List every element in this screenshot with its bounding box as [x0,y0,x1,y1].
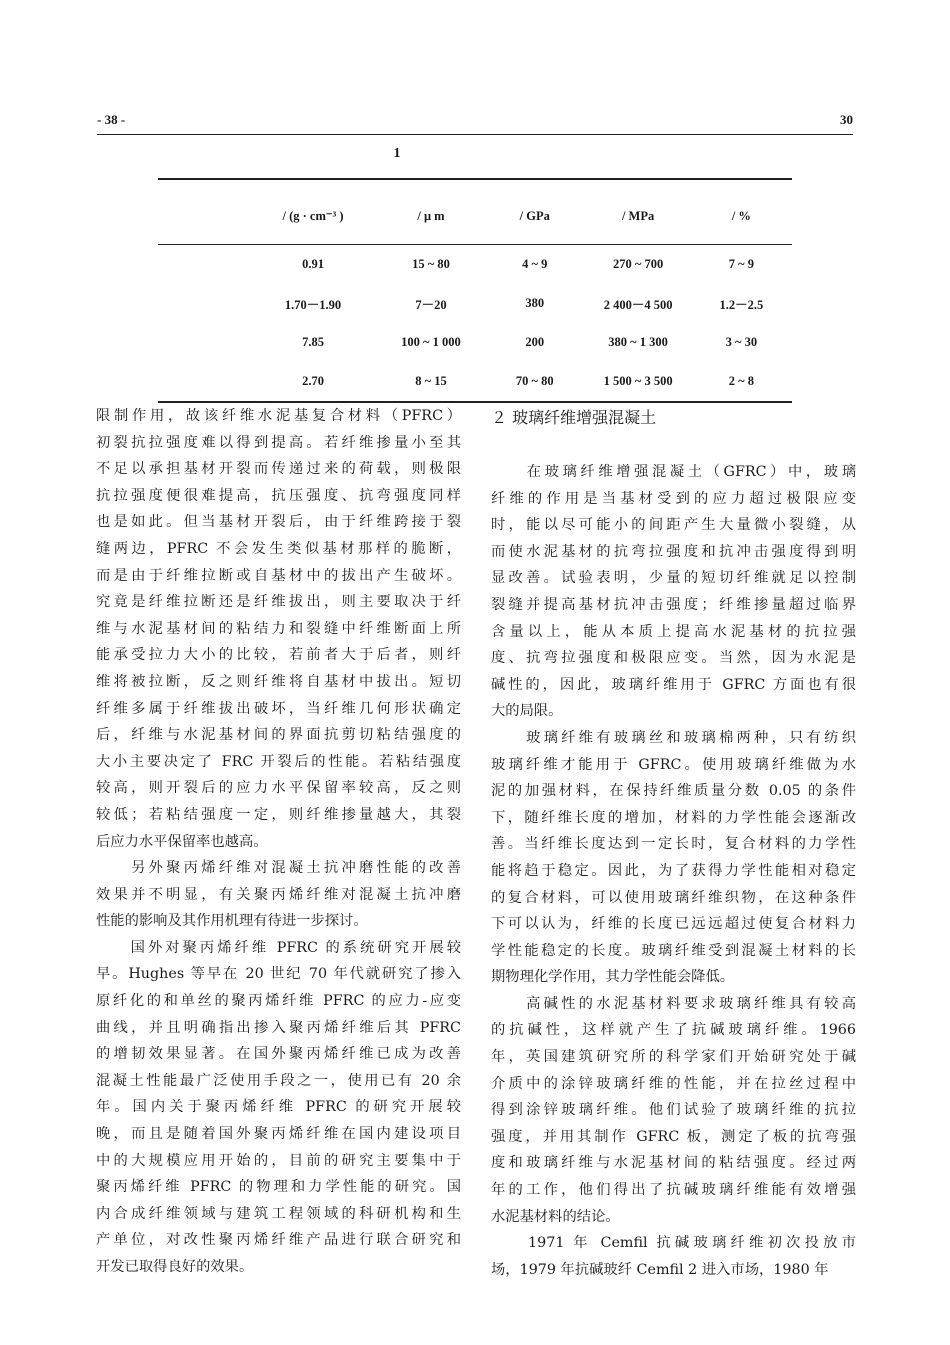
table-cell: 7.85 [302,335,324,349]
text-line: 水泥基材料的结论。 [491,1208,620,1225]
table-cell: 15 ~ 80 [412,257,450,271]
text-line: 聚丙烯纤维 PFRC 的物理和力学性能的研究。国 [96,1179,461,1196]
table-header-cell: / MPa [621,208,655,223]
table-header-row [158,179,792,245]
text-line: 场，1979 年抗碱玻纤 Cemfil 2 进入市场，1980 年 [491,1261,829,1278]
text-line: 较高，则开裂后的应力水平保留率较高，反之则 [96,780,461,797]
table-cell: 1.70－1.90 [284,297,342,312]
table-row [158,362,792,402]
table-cell: 3 ~ 30 [725,335,758,349]
table-cell: 200 [525,335,545,349]
text-line: 另外聚丙烯纤维对混凝土抗冲磨性能的改善 [96,860,461,877]
table-cell: 4 ~ 9 [522,257,548,271]
text-line: 年的工作，他们得出了抗碱玻璃纤维能有效增强 [491,1182,856,1199]
text-line: 中的大规模应用开始的，目前的研究主要集中于 [96,1152,461,1169]
section-heading: ２ 玻璃纤维增强混凝土 [491,408,657,427]
text-line: 而使水泥基材的抗弯拉强度和抗冲击强度得到明 [491,543,856,560]
text-line: 纤维的作用是当基材受到的应力超过极限应变 [491,490,856,507]
text-line: 在玻璃纤维增强混凝土（GFRC）中，玻璃 [491,464,856,480]
text-line: 强度，并用其制作 GFRC 板，测定了板的抗弯强 [491,1128,856,1145]
right-column-text [491,459,856,1283]
table-cell [158,245,248,285]
table-cell [158,362,248,402]
text-line: 原纤化的和单丝的聚丙烯纤维 PFRC 的应力-应变 [96,993,461,1010]
text-line: 较低；若粘结强度一定，则纤维掺量越大，其裂 [96,806,461,823]
text-line: 高碱性的水泥基材料要求玻璃纤维具有较高 [491,995,856,1012]
table-cell: 8 ~ 15 [415,374,447,388]
header-rule [97,134,853,135]
table-row [158,323,792,362]
table-header-cell: / μ m [417,208,445,223]
text-line: 不足以承担基材开裂而传递过来的荷载，则极限 [96,461,461,478]
table-cell [158,284,248,323]
table-body [158,245,792,403]
text-line: 抗拉强度便很难提高，抗压强度、抗弯强度同样 [96,487,461,504]
text-line: 大小主要决定了 FRC 开裂后的性能。若粘结强度 [96,753,461,770]
table-cell: 7－20 [415,297,447,312]
table-cell: 70 ~ 80 [515,374,554,388]
text-line: 内合成纤维领域与建筑工程领域的科研机构和生 [96,1205,461,1222]
text-line: 国外对聚丙烯纤维 PFRC 的系统研究开展较 [96,939,461,956]
text-line: 缝两边，PFRC 不会发生类似基材那样的脆断， [96,540,461,557]
table-cell: 100 ~ 1 000 [401,335,461,349]
text-line: 下可以认为，纤维的长度已远远超过使复合材料力 [491,916,856,933]
fiber-properties-table [158,178,792,403]
table-cell: 1.2－2.5 [719,297,764,312]
text-line: 泥的加强材料，在保持纤维质量分数 0.05 的条件 [491,783,856,800]
text-line: 1971 年 Cemfil 抗碱玻璃纤维初次投放市 [491,1235,856,1252]
text-line: 后应力水平保留率也越高。 [96,833,268,850]
text-line: 维与水泥基材间的粘结力和裂缝中纤维断面上所 [96,620,461,637]
table-cell: 1 500 ~ 3 500 [603,374,673,388]
text-line: 限制作用，故该纤维水泥基复合材料（PFRC） [96,408,461,424]
text-line: 时，能以尽可能小的间距产生大量微小裂缝，从 [491,517,856,534]
text-line: 晚，而且是随着国外聚丙烯纤维在国内建设项目 [96,1126,461,1143]
left-column-text [96,403,461,1281]
text-line: 含量以上，能从本质上提高水泥基材的抗拉强 [491,623,856,640]
text-line: 玻璃纤维有玻璃丝和玻璃棉两种，只有纺织 [491,729,856,746]
text-line: 曲线，并且明确指出掺入聚丙烯纤维后其 PFRC [96,1019,461,1036]
text-line: 年。国内关于聚丙烯纤维 PFRC 的研究开展较 [96,1099,461,1116]
text-line: 也是如此。但当基材开裂后，由于纤维跨接于裂 [96,514,461,531]
table-cell: 2 400－4 500 [603,297,673,312]
text-line: 得到涂锌玻璃纤维。他们试验了玻璃纤维的抗拉 [491,1102,856,1119]
text-line: 开发已取得良好的效果。 [96,1259,254,1275]
text-line: 早。Hughes 等早在 20 世纪 70 年代就研究了掺入 [96,966,461,983]
text-line: 而是由于纤维拉断或自基材中的拔出产生破坏。 [96,567,461,584]
text-line: 年，英国建筑研究所的科学家们开始研究处于碱 [491,1049,856,1066]
table-cell: 380 ~ 1 300 [608,335,668,349]
table-cell: 2.70 [302,374,324,388]
table-cell [158,323,248,362]
text-line: 能将趋于稳定。因此，为了获得力学性能相对稳定 [491,862,856,879]
text-line: 能承受拉力大小的比较，若前者大于后者，则纤 [96,647,461,664]
text-line: 度、抗弯拉强度和极限应变。当然，因为水泥是 [491,650,856,667]
text-line: 究竟是纤维拉断还是纤维拔出，则主要取决于纤 [96,594,461,611]
table-row [158,245,792,285]
journal-issue: 30 [840,112,853,127]
table-cell: 7 ~ 9 [728,257,754,271]
text-line: 纤维多属于纤维拔出破坏，当纤维几何形状确定 [96,700,461,717]
text-line: 下，随纤维长度的增加，材料的力学性能会逐渐改 [491,809,856,826]
text-line: 的复合材料，可以使用玻璃纤维织物，在这种条件 [491,889,856,906]
table-header-cell: / (g · cm⁻³ ) [282,209,344,223]
table-cell: 270 ~ 700 [612,257,664,271]
table-row [158,284,792,323]
table-header-cell: / % [731,208,751,223]
table-cell: 2 ~ 8 [728,374,754,388]
table-header-cell: / GPa [519,208,550,223]
text-line: 的增韧效果显著。在国外聚丙烯纤维已成为改善 [96,1046,461,1063]
text-line: 度和玻璃纤维与水泥基材间的粘结强度。经过两 [491,1155,856,1172]
text-line: 产单位，对改性聚丙烯纤维产品进行联合研究和 [96,1232,461,1249]
text-line: 学性能稳定的长度。玻璃纤维受到混凝土材料的长 [491,942,856,959]
table-cell: 380 [525,296,545,310]
text-line: 期物理化学作用，其力学性能会降低。 [491,969,735,986]
page-header [97,112,853,132]
text-line: 的抗碱性，这样就产生了抗碱玻璃纤维。1966 [491,1022,856,1039]
text-line: 介质中的涂锌玻璃纤维的性能，并在拉丝过程中 [491,1075,856,1092]
text-line: 效果并不明显，有关聚丙烯纤维对混凝土抗冲磨 [96,886,461,903]
text-line: 碱性的，因此，玻璃纤维用于 GFRC 方面也有很 [491,676,856,693]
text-line: 显改善。试验表明，少量的短切纤维就足以控制 [491,570,856,587]
table-cell: 0.91 [302,257,324,271]
text-line: 大的局限。 [491,703,563,720]
table-caption: 1 [393,146,401,161]
text-line: 后，纤维与水泥基材间的界面抗剪切粘结强度的 [96,727,461,744]
table-header-cell [158,179,248,245]
page-number: - 38 - [97,112,126,127]
text-line: 混凝土性能最广泛使用手段之一，使用已有 20 余 [96,1072,461,1089]
text-line: 玻璃纤维才能用于 GFRC。使用玻璃纤维做为水 [491,756,856,773]
text-line: 性能的影响及其作用机理有待进一步探讨。 [96,913,368,930]
text-line: 初裂抗拉强度难以得到提高。若纤维掺量小至其 [96,434,461,451]
text-line: 善。当纤维长度达到一定长时，复合材料的力学性 [491,836,856,853]
text-line: 裂缝并提高基材抗冲击强度；纤维掺量超过临界 [491,596,856,613]
text-line: 维将被拉断，反之则纤维将自基材中拔出。短切 [96,673,461,690]
